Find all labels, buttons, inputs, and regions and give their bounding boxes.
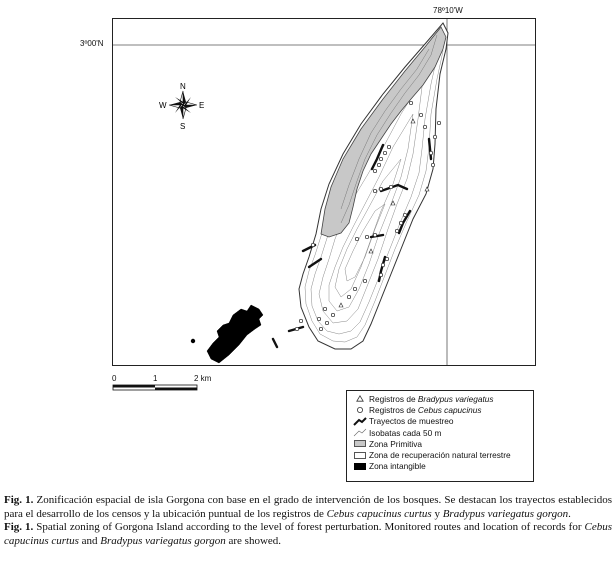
legend-label-isobaths: Isobatas cada 50 m (369, 427, 442, 438)
thin-line-icon (353, 428, 367, 437)
legend-label-intangible: Zona intangible (369, 461, 426, 472)
scale-tick-1: 1 (153, 374, 158, 383)
zona-intangible (207, 305, 263, 363)
legend-label-recuperacion: Zona de recuperación natural terrestre (369, 450, 511, 461)
legend-item-bradypus (353, 393, 533, 404)
legend-item-cebus (353, 404, 533, 415)
legend-item-isobaths (353, 427, 533, 438)
longitude-label: 78º10'W (433, 6, 463, 15)
compass-e: E (199, 101, 205, 110)
legend-item-intangible (353, 461, 533, 472)
legend-label-primitiva: Zona Primitiva (369, 438, 423, 449)
caption-spanish: Fig. 1. Zonificación espacial de isla Gorgona con base en el grado de intervención de los bosques. Se destacan los trayectos establecidos para el desarrollo de los censos y la ubicación puntual de los registros de Cebus capucinus curtus y Bradypus variegatus gorgon. (4, 494, 612, 520)
compass-s: S (180, 122, 186, 131)
compass-n: N (180, 82, 186, 91)
legend-item-recuperacion (353, 449, 533, 460)
scale-bar (112, 384, 200, 392)
legend-label-cebus: Registros de Cebus capucinus (369, 404, 482, 415)
white-box-icon (354, 452, 366, 459)
map-legend (346, 390, 534, 482)
scale-tick-2: 2 km (194, 374, 212, 383)
gray-box-icon (354, 440, 366, 447)
black-box-icon (354, 463, 366, 470)
compass-rose (159, 82, 204, 131)
map-canvas (113, 19, 536, 366)
caption-english: Fig. 1. Spatial zoning of Gorgona Island according to the level of forest perturbation. Monitored routes and location of records for Cebus capucinus curtus and Bradypus variegatus gorgon are showed. (4, 521, 612, 547)
scale-tick-0: 0 (112, 374, 117, 383)
circle-icon (353, 405, 367, 414)
map-frame (112, 18, 536, 366)
legend-label-bradypus: Registros de Bradypus variegatus (369, 393, 494, 404)
triangle-icon (353, 394, 367, 403)
small-islet (191, 339, 195, 343)
thick-line-icon (353, 417, 367, 426)
latitude-label: 3º00'N (80, 39, 104, 48)
compass-w: W (159, 101, 167, 110)
legend-item-primitiva (353, 438, 533, 449)
legend-item-routes (353, 416, 533, 427)
legend-label-routes: Trayectos de muestreo (369, 416, 454, 427)
figure-caption (4, 494, 612, 548)
